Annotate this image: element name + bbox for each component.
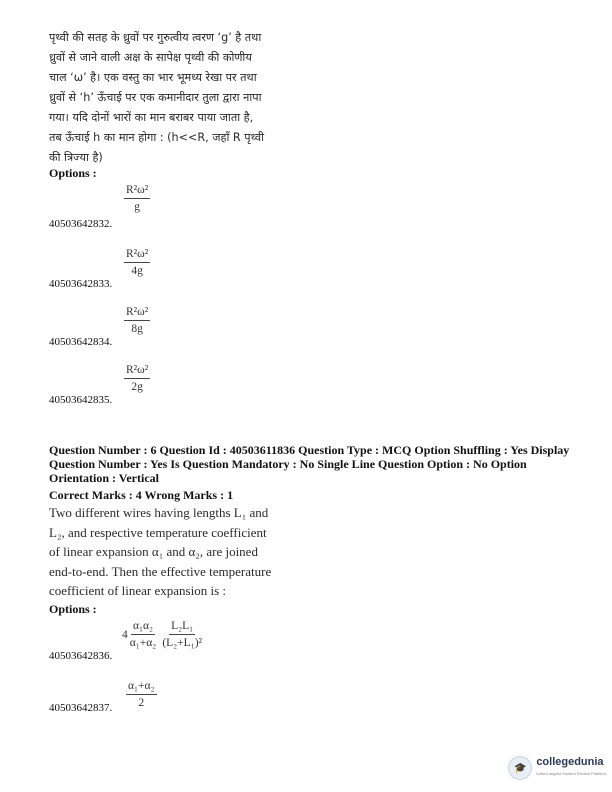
- option-formula: $\frac{\text{R²ω²}}{8g}$: [126, 306, 149, 335]
- english-question-text: [49, 503, 299, 601]
- option-id: 40503642834.: [49, 336, 113, 348]
- options-label: Options :: [49, 166, 97, 180]
- hindi-line: चाल ‘ω’ है। एक वस्तु का भार भूमध्य रेखा पर तथा: [49, 71, 257, 84]
- option-formula: $\frac{\text{R²ω²}}{2g}$: [126, 364, 149, 393]
- logo-text: collegedunia India's largest Student Review Platform: [536, 756, 606, 776]
- english-line: of linear expansion α₁ and α₂, are joined: [49, 544, 258, 559]
- question-meta-line: Orientation : Vertical: [49, 471, 159, 485]
- english-line: L₂, and respective temperature coefficient: [49, 524, 267, 540]
- english-line: end-to-end. Then the effective temperature: [49, 563, 272, 579]
- hindi-line: पृथ्वी की सतह के ध्रुवों पर गुरुत्वीय त्वरण ‘g’ है तथा: [49, 31, 262, 44]
- option-formula: $\frac{\text{R²ω²}}{4g}$: [126, 248, 149, 277]
- option-id: 40503642835.: [49, 394, 113, 406]
- option-id: 40503642837.: [49, 702, 113, 714]
- collegedunia-logo: [508, 756, 606, 780]
- option-prefix: 4: [122, 628, 128, 641]
- hindi-line: ध्रुवों से जाने वाली अक्ष के सापेक्ष पृथ्वी की कोणीय: [49, 51, 252, 64]
- english-line: coefficient of linear expansion is :: [49, 583, 227, 598]
- option-formula: 4 $\frac{\text{α₁α₂}}{\text{α₁+α₂}}$ $\frac{\text{L₂L₁}}{\text{(L₂+L₁)²}}$: [122, 620, 202, 649]
- marks-line: Correct Marks : 4 Wrong Marks : 1: [49, 488, 234, 502]
- graduate-mascot-icon: 🎓: [508, 756, 532, 780]
- question-meta-line: Question Number : 6 Question Id : 40503611836 Question Type : MCQ Option Shuffling : Yes Display: [49, 443, 570, 457]
- options-label: Options :: [49, 602, 97, 616]
- option-id: 40503642833.: [49, 278, 113, 290]
- option-id: 40503642832.: [49, 218, 113, 230]
- hindi-line: ध्रुवों से ‘h’ ऊँचाई पर एक कमानीदार तुला द्वारा नापा: [49, 91, 262, 104]
- question-meta-line: Question Number : Yes Is Question Mandatory : No Single Line Question Option : No Option: [49, 457, 527, 471]
- hindi-question-text: [49, 28, 299, 168]
- option-formula: $\frac{\text{α₁+α₂}}{2}$: [128, 680, 155, 709]
- option-formula: $\frac{\text{R²ω²}}{g}$: [126, 184, 149, 213]
- hindi-line: तब ऊँचाई h का मान होगा : (h<<R, जहाँ R पृथ्वी: [49, 131, 265, 144]
- hindi-line: गया। यदि दोनों भारों का मान बराबर पाया जाता है,: [49, 111, 254, 124]
- hindi-line: की त्रिज्या है): [49, 151, 103, 164]
- english-line: Two different wires having lengths L₁ and: [49, 505, 269, 520]
- option-id: 40503642836.: [49, 650, 113, 662]
- question-meta: [49, 443, 579, 502]
